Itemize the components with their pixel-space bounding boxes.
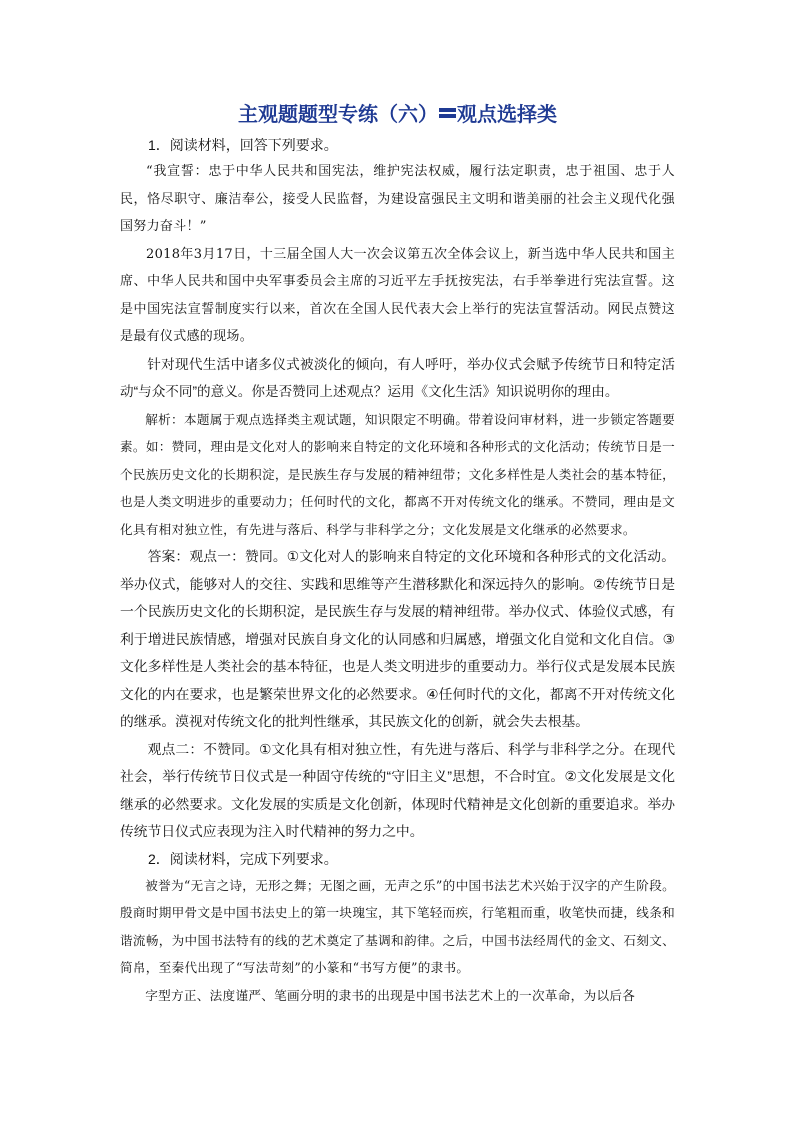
question-1-quote: “我宣誓：忠于中华人民共和国宪法，维护宪法权威，履行法定职责，忠于祖国、忠于人民，恪尽职守、廉洁奉公，接受人民监督，为建设富强民主文明和谐美丽的社会主义现代化强国努力奋斗！” bbox=[120, 164, 675, 234]
title-sub: 观点选择类 bbox=[457, 102, 557, 126]
question-1-answer-view-1: 答案：观点一：赞同。①文化对人的影响来自特定的文化环境和各种形式的文化活动。举办仪式，能够对人的交往、实践和思维等产生潜移默化和深远持久的影响。②传统节日是一个民族历史文化的长期积淀，是民族生存与发展的精神纽带。举办仪式、体验仪式感，有利于增进民族情感，增强对民族自身文化的认同感和归属感，增强文化自觉和文化自信。③文化多样性是人类社会的基本特征，也是人类文明进步的重要动力。举行仪式是发展本民族文化的内在要求，也是繁荣世界文化的必然要求。④任何时代的文化，都离不开对传统文化的继承。漠视对传统文化的批判性继承，其民族文化的创新，就会失去根基。 bbox=[120, 549, 675, 729]
document-page bbox=[120, 100, 675, 1009]
question-1-analysis: 解析：本题属于观点选择类主观试题，知识限定不明确。带着设问审材料，进一步锁定答题要素。如：赞同，理由是文化对人的影响来自特定的文化环境和各种形式的文化活动；传统节日是一个民族历史文化的长期积淀，是民族生存与发展的精神纽带；文化多样性是人类社会的基本特征，也是人类文明进步的重要动力；任何时代的文化，都离不开对传统文化的继承。不赞同，理由是文化具有相对独立性，有先进与落后、科学与非科学之分；文化发展是文化继承的必然要求。 bbox=[120, 411, 675, 537]
double-bar-separator-icon bbox=[439, 108, 456, 122]
page-title bbox=[120, 100, 675, 128]
question-1-material: 2018年3月17日，十三届全国人大一次会议第五次全体会议上，新当选中华人民共和国主席、中华人民共和国中央军事委员会主席的习近平左手抚按宪法，右手举拳进行宪法宣誓。这是中国宪法宣誓制度实行以来，首次在全国人民代表大会上举行的宪法宣誓活动。网民点赞这是最有仪式感的现场。 bbox=[120, 246, 675, 344]
question-2-material-1: 被誉为“无言之诗，无形之舞；无图之画，无声之乐”的中国书法艺术兴始于汉字的产生阶段。殷商时期甲骨文是中国书法史上的第一块瑰宝，其下笔轻而疾，行笔粗而重，收笔快而捷，线条和谐流畅，为中国书法特有的线的艺术奠定了基调和韵律。之后，中国书法经周代的金文、石刻文、简帛，至秦代出现了“写法苛刻”的小篆和“书写方便”的隶书。 bbox=[120, 877, 675, 975]
question-1-heading: 1．阅读材料，回答下列要求。 bbox=[148, 137, 338, 153]
question-1-answer-view-2: 观点二：不赞同。①文化具有相对独立性，有先进与落后、科学与非科学之分。在现代社会，举行传统节日仪式是一种固守传统的“守旧主义”思想，不合时宜。②文化发展是文化继承的必然要求。文化发展的实质是文化创新，体现时代精神是文化创新的重要追求。举办传统节日仪式应表现为注入时代精神的努力之中。 bbox=[120, 741, 675, 839]
question-2-heading: 2．阅读材料，完成下列要求。 bbox=[148, 850, 338, 867]
question-1-prompt: 针对现代生活中诸多仪式被淡化的倾向，有人呼吁，举办仪式会赋予传统节日和特定活动“与众不同”的意义。你是否赞同上述观点？运用《文化生活》知识说明你的理由。 bbox=[120, 356, 675, 399]
title-main: 主观题题型专练（六） bbox=[238, 102, 438, 126]
question-2-material-2: 字型方正、法度谨严、笔画分明的隶书的出现是中国书法艺术上的一次革命，为以后各 bbox=[145, 987, 636, 1003]
